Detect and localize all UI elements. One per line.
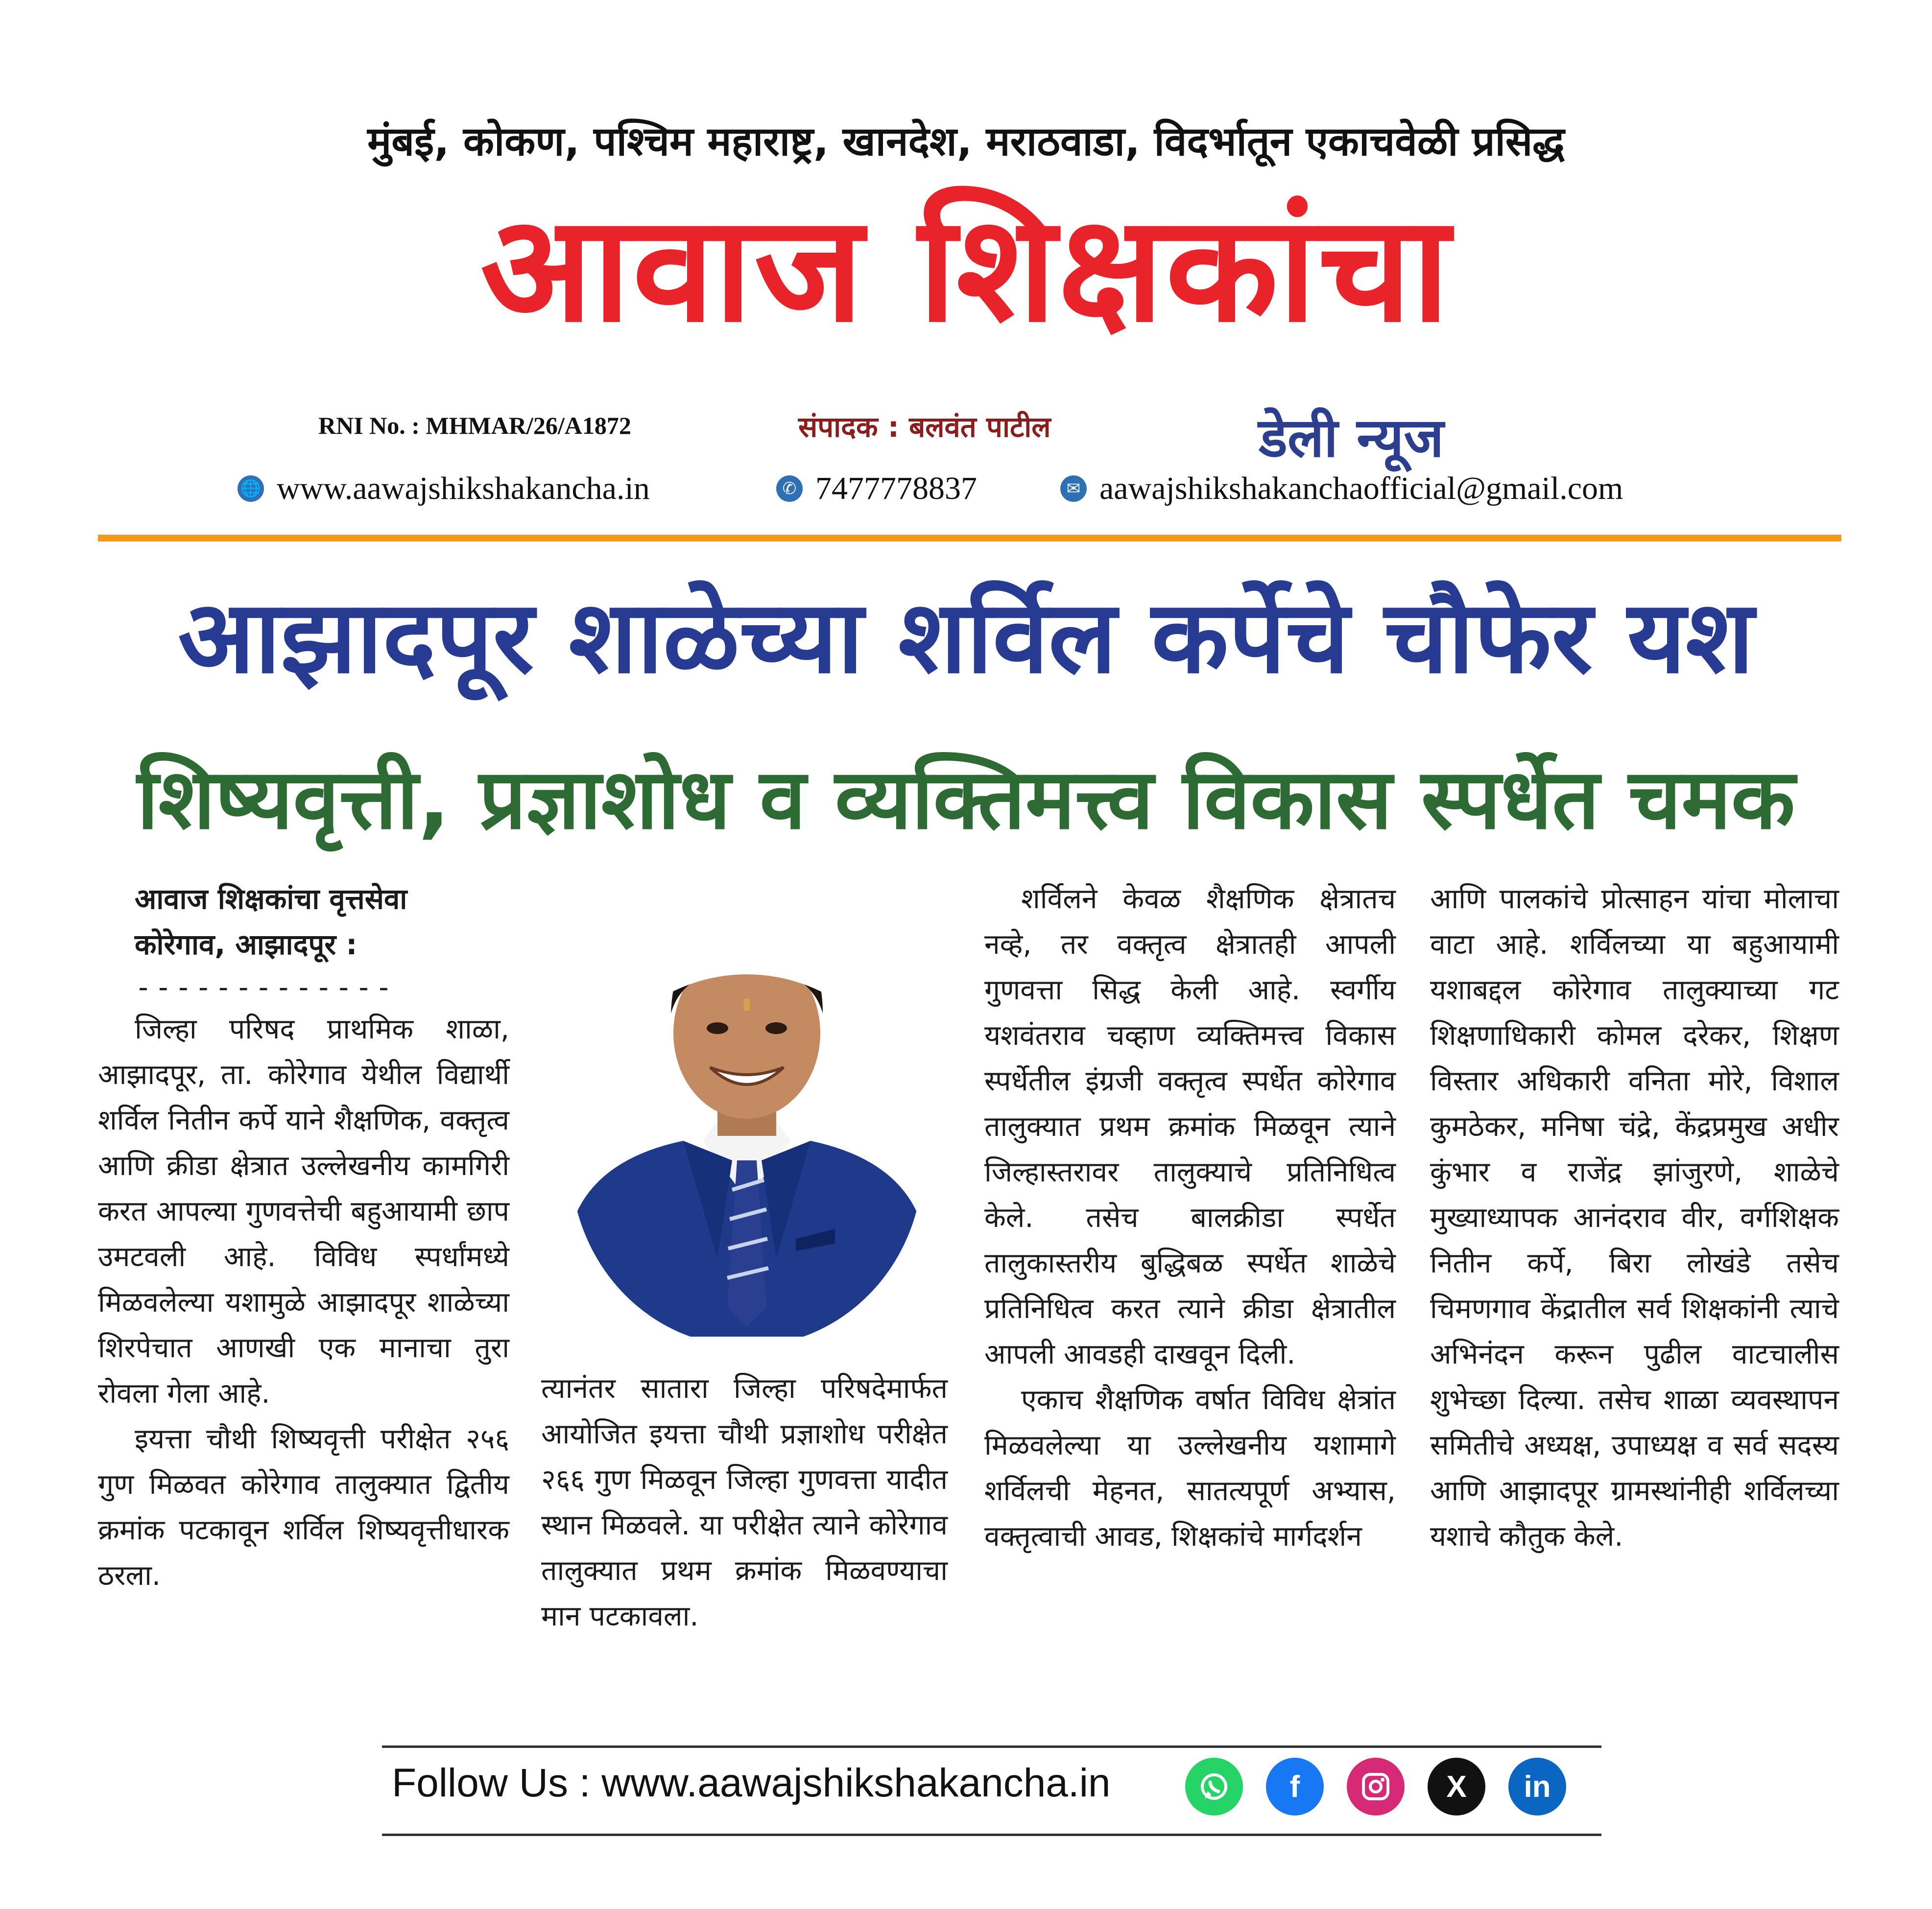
article-column-1 — [98, 876, 509, 1599]
phone-icon: ✆ — [776, 475, 803, 502]
byline-separator: ------------- — [135, 970, 395, 1004]
x-icon[interactable]: X — [1428, 1758, 1485, 1815]
article-paragraph: जिल्हा परिषद प्राथमिक शाळा, आझादपूर, ता. कोरेगाव येथील विद्यार्थी शर्विल नितीन कर्पे याने शैक्षणिक, वक्तृत्व आणि क्रीडा क्षेत्रात उल्लेखनीय कामगिरी करत आपल्या गुणवत्तेची बहुआयामी छाप उमटवली आहे. विविध स्पर्धांमध्ये मिळवलेल्या यशामुळे आझादपूर शाळेच्या शिरपेचात आणखी एक मानाचा तुरा रोवला गेला आहे. — [98, 1013, 509, 1410]
newspaper-title: आवाज शिक्षकांचा — [480, 184, 1452, 354]
masthead-tagline: मुंबई, कोकण, पश्चिम महाराष्ट्र, खानदेश, मराठवाडा, विदर्भातून एकाचवेळी प्रसिद्ध — [367, 118, 1565, 165]
globe-icon: 🌐 — [238, 475, 264, 502]
footer-top-rule — [382, 1745, 1601, 1748]
article-column-2 — [541, 1366, 948, 1639]
editor-name: संपादक : बलवंत पाटील — [798, 410, 1051, 444]
byline-agency: आवाज शिक्षकांचा वृत्तसेवा — [135, 882, 407, 916]
phone-contact — [776, 470, 977, 507]
edition-label: डेली न्यूज — [1259, 406, 1444, 469]
article-column-3 — [984, 876, 1396, 1559]
linkedin-icon[interactable]: in — [1508, 1758, 1566, 1815]
article-paragraph: इयत्ता चौथी शिष्यवृत्ती परीक्षेत २५६ गुण मिळवत कोरेगाव तालुक्यात द्वितीय क्रमांक पटकावून शर्विल शिष्यवृत्तीधारक ठरला. — [98, 1423, 509, 1592]
mail-icon: ✉ — [1060, 475, 1087, 502]
facebook-icon[interactable]: f — [1266, 1758, 1324, 1815]
masthead-divider — [98, 535, 1841, 542]
article-paragraph: त्यानंतर सातारा जिल्हा परिषदेमार्फत आयोजित इयत्ता चौथी प्रज्ञाशोध परीक्षेत २६६ गुण मिळवून जिल्हा गुणवत्ता यादीत स्थान मिळवले. या परीक्षेत त्याने कोरेगाव तालुक्यात प्रथम क्रमांक मिळवण्याचा मान पटकावला. — [541, 1372, 948, 1632]
whatsapp-icon[interactable] — [1185, 1758, 1243, 1815]
rni-number: RNI No. : MHMAR/26/A1872 — [318, 412, 631, 439]
phone-number: 7477778837 — [815, 471, 977, 506]
article-paragraph: आणि पालकांचे प्रोत्साहन यांचा मोलाचा वाटा आहे. शर्विलच्या या बहुआयामी यशाबद्दल कोरेगाव तालुक्याच्या गट शिक्षणाधिकारी कोमल दरेकर, शिक्षण विस्तार अधिकारी वनिता मोरे, विशाल कुमठेकर, मनिषा चंद्रे, केंद्रप्रमुख अधीर कुंभार व राजेंद्र झांजुरणे, शाळेचे मुख्याध्यापक आनंदराव वीर, वर्गशिक्षक नितीन कर्पे, बिरा लोखंडे तसेच चिमणगाव केंद्रातील सर्व शिक्षकांनी त्याचे अभिनंदन करून पुढील वाटचालीस शुभेच्छा दिल्या. तसेच शाळा व्यवस्थापन समितीचे अध्यक्ष, उपाध्यक्ष व सर्व सदस्य आणि आझादपूर ग्रामस्थांनीही शर्विलच्या यशाचे कौतुक केले. — [1430, 883, 1839, 1553]
article-paragraph: एकाच शैक्षणिक वर्षात विविध क्षेत्रांत मिळवलेल्या या उल्लेखनीय यशामागे शर्विलची मेहनत, सातत्यपूर्ण अभ्यास, वक्तृत्वाची आवड, शिक्षकांचे मार्गदर्शन — [984, 1384, 1396, 1553]
article-headline: आझादपूर शाळेच्या शर्विल कर्पेचे चौफेर यश — [178, 579, 1754, 696]
instagram-icon[interactable] — [1347, 1758, 1405, 1815]
email-address[interactable]: aawajshikshakanchaofficial@gmail.com — [1099, 471, 1623, 506]
article-paragraph: शर्विलने केवळ शैक्षणिक क्षेत्रातच नव्हे, तर वक्तृत्व क्षेत्रातही आपली गुणवत्ता सिद्ध केली आहे. स्वर्गीय यशवंतराव चव्हाण व्यक्तिमत्त्व विकास स्पर्धेतील इंग्रजी वक्तृत्व स्पर्धेत कोरेगाव तालुक्यात प्रथम क्रमांक मिळवून त्याने जिल्हास्तरावर तालुक्याचे प्रतिनिधित्व केले. तसेच बालक्रीडा स्पर्धेत तालुकास्तरीय बुद्धिबळ स्पर्धेत शाळेचे प्रतिनिधित्व करत त्याने क्रीडा क्षेत्रातील आपली आवडही दाखवून दिली. — [984, 883, 1396, 1370]
student-photo — [571, 886, 923, 1337]
article-subheadline: शिष्यवृत्ती, प्रज्ञाशोध व व्यक्तिमत्त्व विकास स्पर्धेत चमक — [137, 751, 1795, 848]
byline-location: कोरेगाव, आझादपूर : — [135, 928, 358, 961]
follow-us-text[interactable]: Follow Us : www.aawajshikshakancha.in — [392, 1761, 1111, 1805]
website-contact — [238, 470, 650, 507]
website-link[interactable]: www.aawajshikshakancha.in — [277, 471, 650, 506]
email-contact — [1060, 470, 1623, 507]
article-column-4 — [1430, 876, 1839, 1559]
footer-bottom-rule — [382, 1834, 1601, 1836]
